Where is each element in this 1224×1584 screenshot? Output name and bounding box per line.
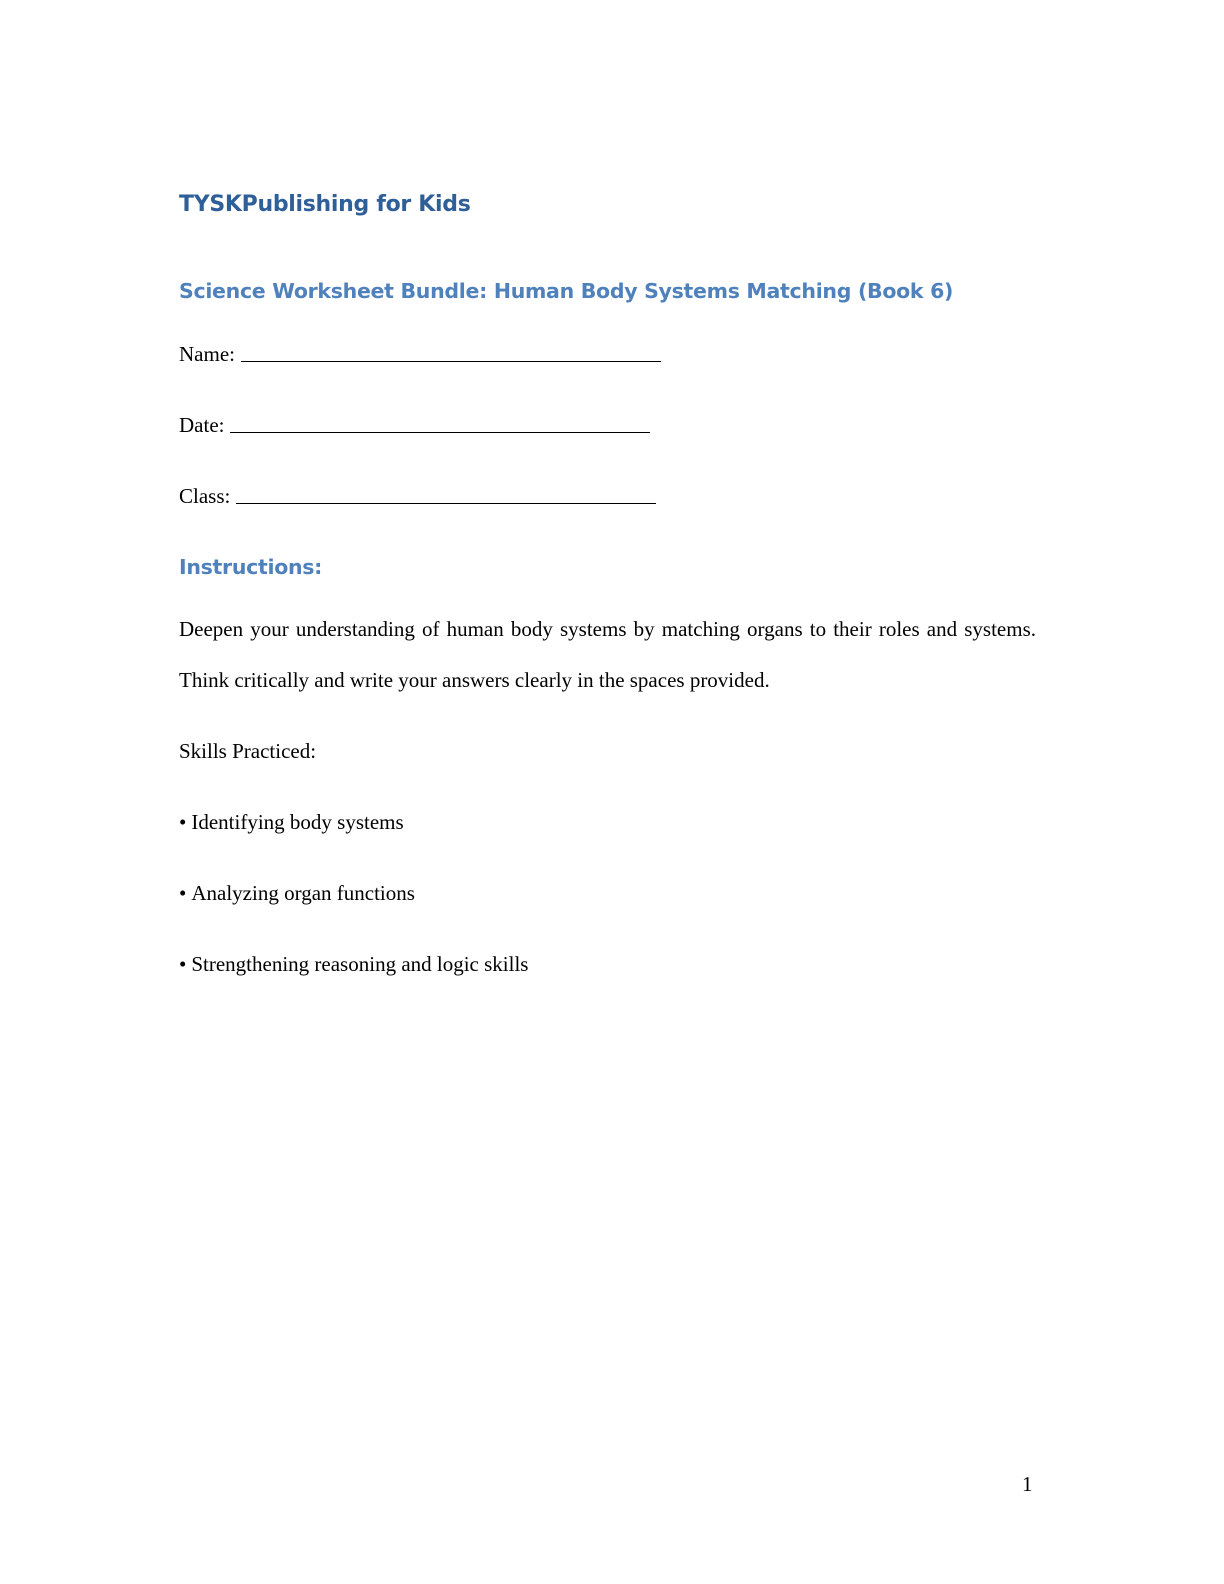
name-field[interactable]	[179, 341, 661, 367]
class-field[interactable]	[179, 483, 656, 509]
date-label: Date:	[179, 413, 225, 437]
skill-item	[179, 951, 528, 977]
class-label: Class:	[179, 484, 231, 508]
instructions-heading: Instructions:	[179, 555, 323, 579]
bullet-icon: •	[179, 810, 187, 834]
skill-item	[179, 880, 415, 906]
skill-item-text: Analyzing organ functions	[191, 881, 415, 905]
skill-item-text: Identifying body systems	[191, 810, 404, 834]
name-label: Name:	[179, 342, 235, 366]
instructions-text: Deepen your understanding of human body systems by matching organs to their roles and systems. Think critically and write your answers clearly in the spaces provided.	[179, 617, 1036, 692]
date-field[interactable]	[179, 412, 650, 438]
skills-label: Skills Practiced:	[179, 739, 317, 763]
skill-item	[179, 809, 404, 835]
publisher-heading: TYSKPublishing for Kids	[179, 192, 471, 217]
worksheet-title: Science Worksheet Bundle: Human Body Systems Matching (Book 6)	[179, 279, 954, 303]
date-blank-line[interactable]	[230, 414, 650, 433]
page-number: 1	[1022, 1472, 1033, 1496]
bullet-icon: •	[179, 952, 187, 976]
name-blank-line[interactable]	[241, 343, 661, 362]
skill-item-text: Strengthening reasoning and logic skills	[191, 952, 529, 976]
bullet-icon: •	[179, 881, 187, 905]
class-blank-line[interactable]	[236, 485, 656, 504]
